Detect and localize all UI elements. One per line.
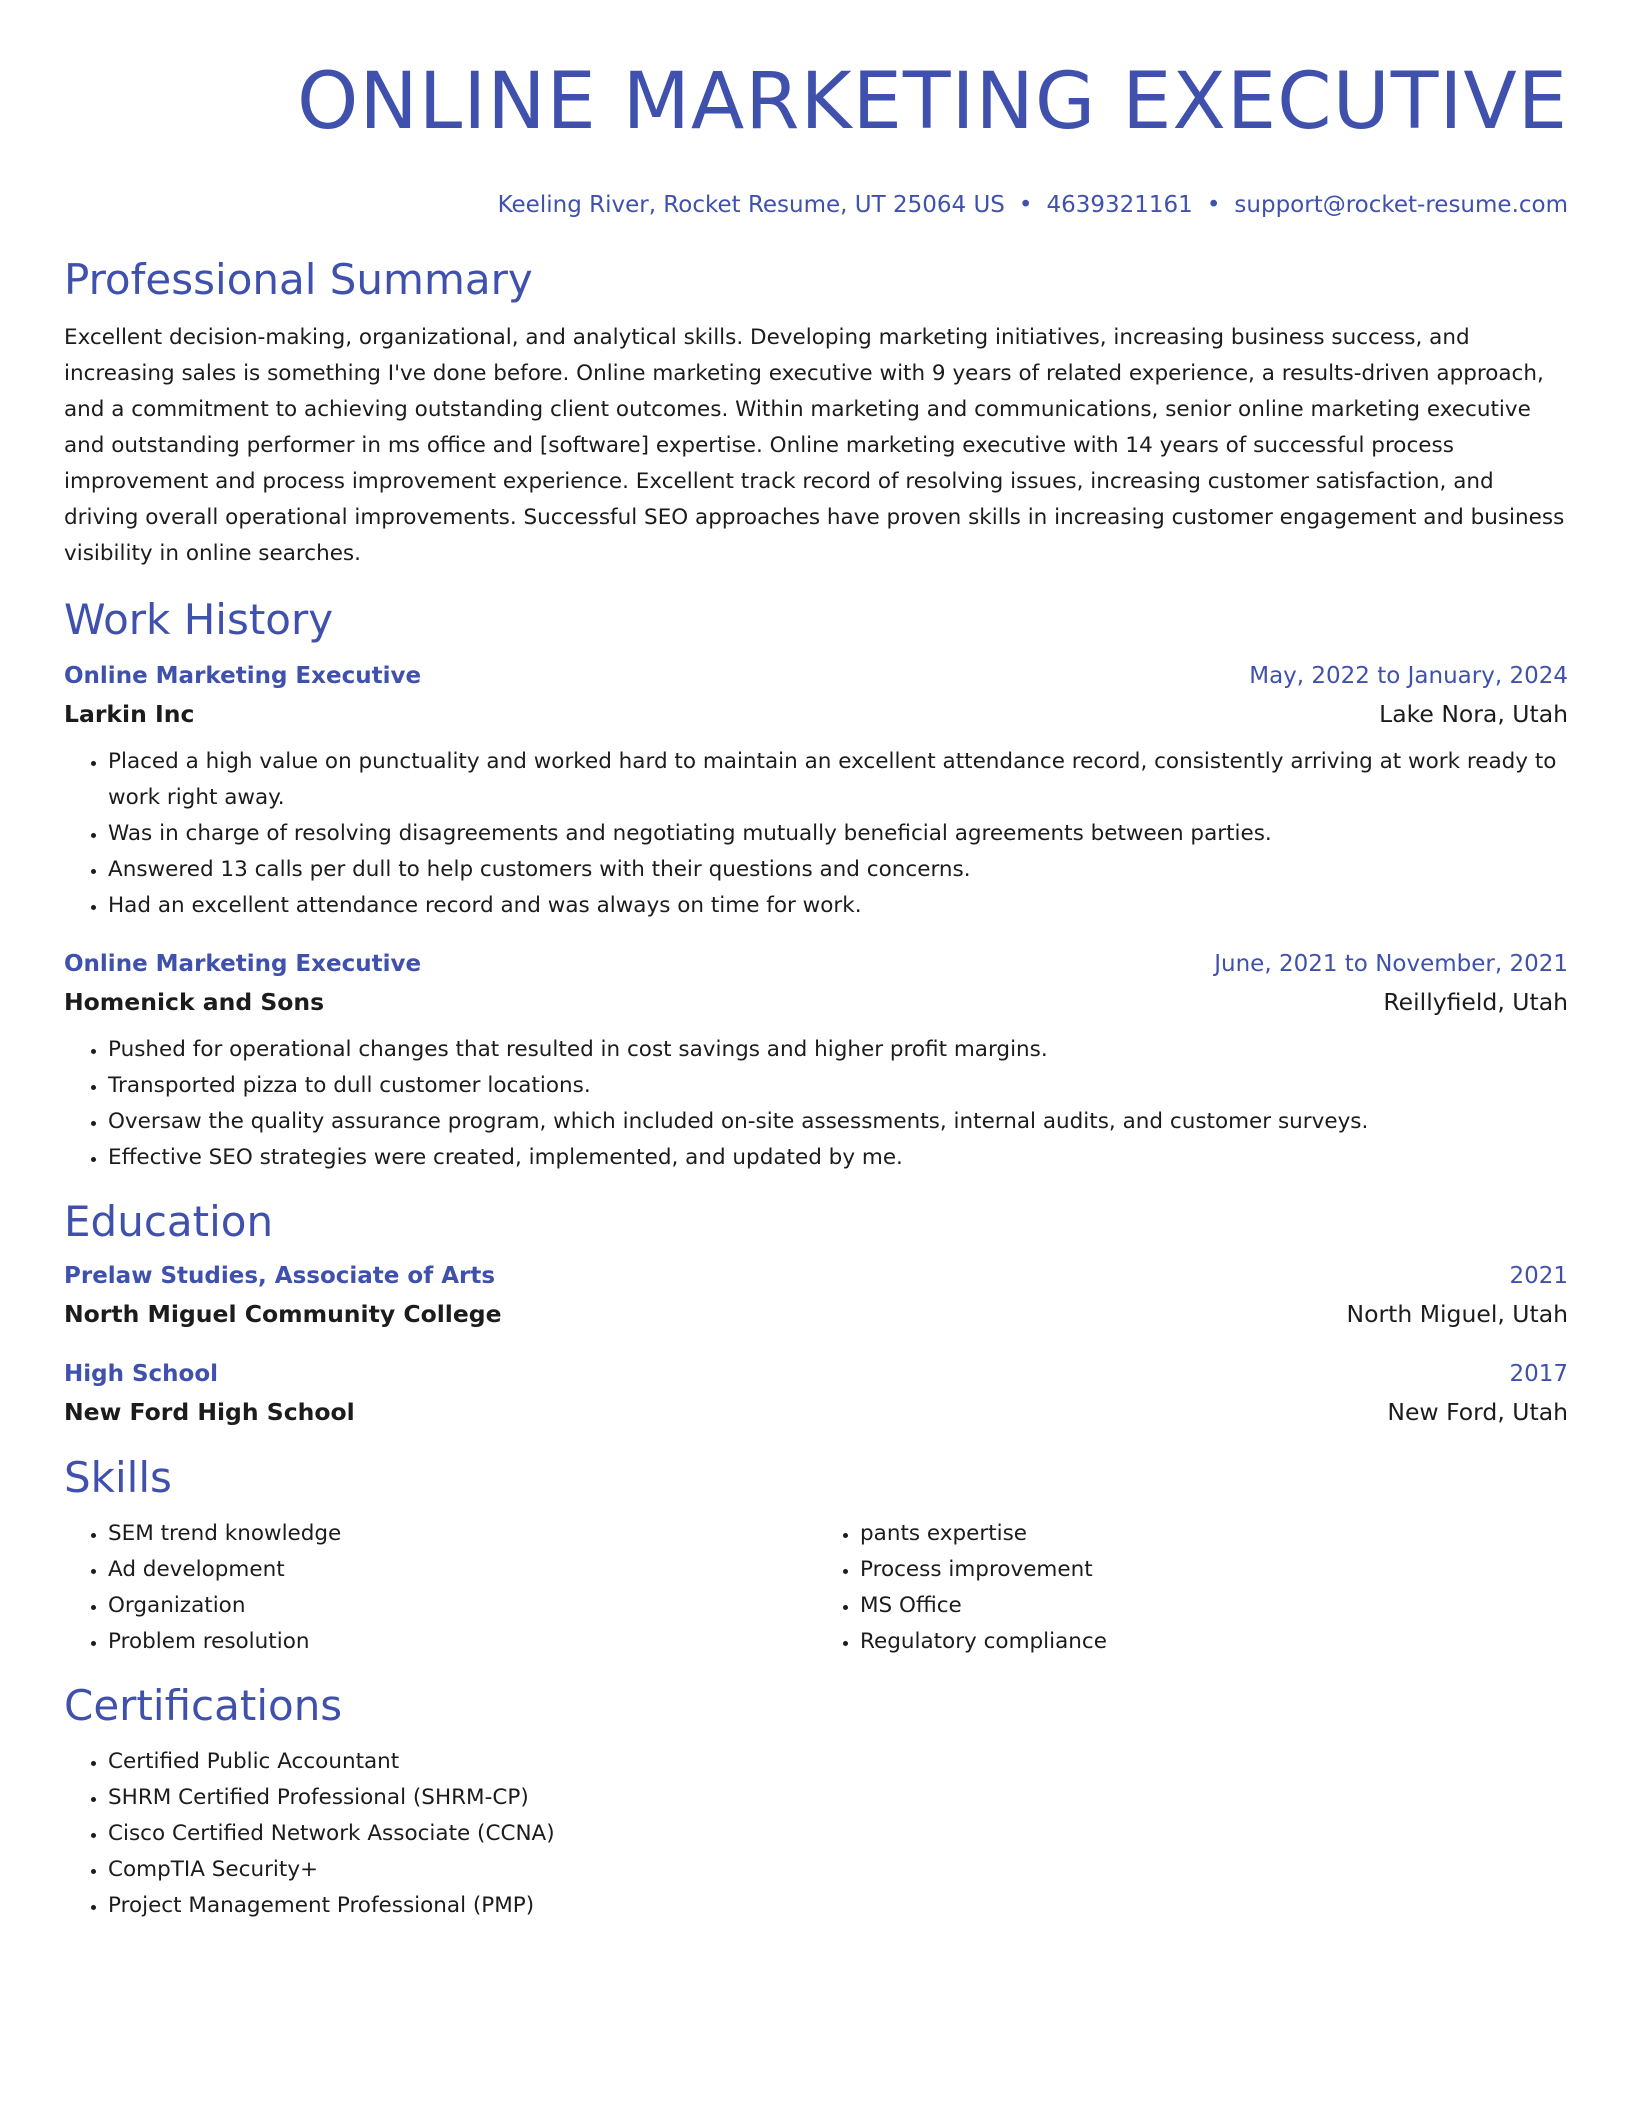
education-entry — [64, 1258, 1568, 1334]
job-dates: June, 2021 to November, 2021 — [1214, 951, 1568, 977]
job-bullet: • Effective SEO strategies were created, implemented, and updated by me. — [108, 1140, 1568, 1176]
contact-address: Keeling River, Rocket Resume, UT 25064 US — [497, 192, 1005, 218]
skill-item: • SEM trend knowledge — [108, 1516, 816, 1552]
skill-item: • Organization — [108, 1588, 816, 1624]
certification-item: • Project Management Professional (PMP) — [108, 1888, 1568, 1924]
summary-text: Excellent decision-making, organizational, and analytical skills. Developing marketing initiatives, increasing business success, and increasing sales is something I've done before. Online marketing executive with 9 years of related experience, a results-driven approach, and a commitment to achieving outstanding client outcomes. Within marketing and communications, senior online marketing executive and outstanding performer in ms office and [software] expertise. Online marketing executive with 14 years of successful process improvement and process improvement experience. Excellent track record of resolving issues, increasing customer satisfaction, and driving overall operational improvements. Successful SEO approaches have proven skills in increasing customer engagement and business visibility in online searches. — [64, 325, 1565, 566]
skill-item: • pants expertise — [860, 1516, 1568, 1552]
contact-email[interactable]: support@rocket-resume.com — [1234, 192, 1568, 218]
job-location: Lake Nora, Utah — [1379, 700, 1568, 728]
education-location: North Miguel, Utah — [1346, 1300, 1568, 1328]
education-school: New Ford High School — [64, 1398, 355, 1426]
certification-item: • Certified Public Accountant — [108, 1744, 1568, 1780]
job-bullet: • Had an excellent attendance record and was always on time for work. — [108, 888, 1568, 924]
contact-line — [64, 190, 1568, 220]
education-degree: High School — [64, 1361, 219, 1387]
skills-list-right — [816, 1516, 1568, 1660]
job-bullet: • Was in charge of resolving disagreements and negotiating mutually beneficial agreements between parties. — [108, 816, 1568, 852]
skill-item: • Ad development — [108, 1552, 816, 1588]
education-year: 2021 — [1509, 1263, 1568, 1289]
resume-title: ONLINE MARKETING EXECUTIVE — [297, 57, 1568, 147]
skill-item: • MS Office — [860, 1588, 1568, 1624]
job-title: Online Marketing Executive — [64, 663, 422, 689]
education-year: 2017 — [1509, 1361, 1568, 1387]
skill-item: • Regulatory compliance — [860, 1624, 1568, 1660]
certifications-heading: Certifications — [64, 1681, 343, 1730]
contact-separator: • — [1018, 192, 1033, 218]
certification-item: • SHRM Certified Professional (SHRM-CP) — [108, 1780, 1568, 1816]
contact-phone: 4639321161 — [1046, 192, 1193, 218]
education-location: New Ford, Utah — [1387, 1398, 1568, 1426]
education-heading: Education — [64, 1197, 274, 1246]
job-location: Reillyfield, Utah — [1383, 988, 1568, 1016]
skills-columns — [64, 1516, 1568, 1660]
work-history-heading: Work History — [64, 595, 334, 644]
job-entry — [64, 658, 1568, 924]
job-company: Homenick and Sons — [64, 988, 325, 1016]
certifications-list — [64, 1744, 1568, 1924]
job-bullet-list — [64, 1032, 1568, 1176]
skill-item: • Process improvement — [860, 1552, 1568, 1588]
education-entry — [64, 1356, 1568, 1432]
job-bullet: • Transported pizza to dull customer locations. — [108, 1068, 1568, 1104]
skills-list-left — [64, 1516, 816, 1660]
job-bullet: • Pushed for operational changes that resulted in cost savings and higher profit margins. — [108, 1032, 1568, 1068]
job-title: Online Marketing Executive — [64, 951, 422, 977]
certification-item: • Cisco Certified Network Associate (CCNA) — [108, 1816, 1568, 1852]
job-bullet: • Oversaw the quality assurance program, which included on-site assessments, internal audits, and customer surveys. — [108, 1104, 1568, 1140]
job-bullet-list — [64, 744, 1568, 924]
skills-heading: Skills — [64, 1453, 172, 1502]
education-school: North Miguel Community College — [64, 1300, 502, 1328]
certification-item: • CompTIA Security+ — [108, 1852, 1568, 1888]
job-company: Larkin Inc — [64, 700, 195, 728]
job-bullet: • Placed a high value on punctuality and worked hard to maintain an excellent attendance record, consistently arriving at work ready to work right away. — [108, 744, 1568, 816]
job-entry — [64, 946, 1568, 1176]
education-degree: Prelaw Studies, Associate of Arts — [64, 1263, 496, 1289]
job-dates: May, 2022 to January, 2024 — [1249, 663, 1568, 689]
skill-item: • Problem resolution — [108, 1624, 816, 1660]
summary-heading: Professional Summary — [64, 255, 533, 304]
job-bullet: • Answered 13 calls per dull to help customers with their questions and concerns. — [108, 852, 1568, 888]
contact-separator: • — [1206, 192, 1221, 218]
